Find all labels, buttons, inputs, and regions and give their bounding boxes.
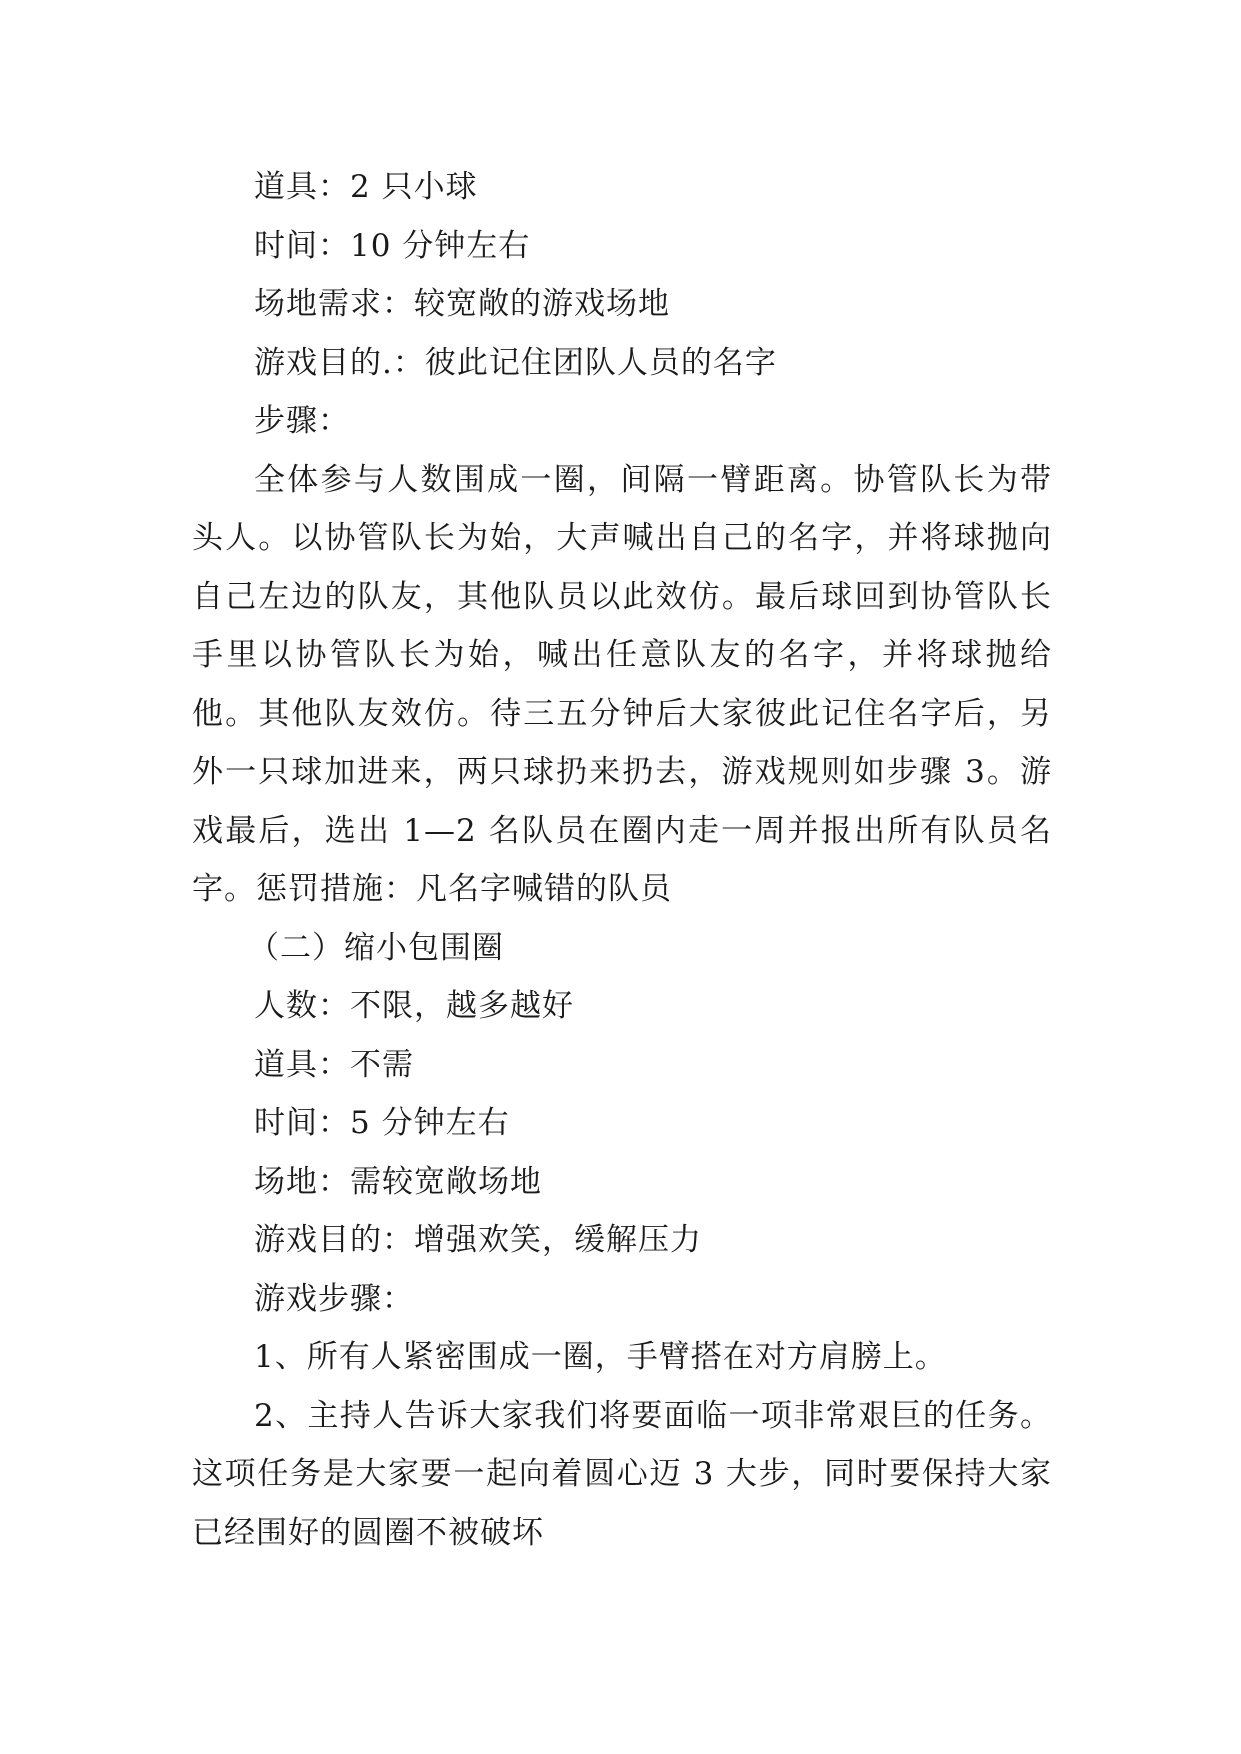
time-line-2: 时间：5 分钟左右 xyxy=(254,1105,510,1141)
time-line: 时间：10 分钟左右 xyxy=(254,227,531,264)
goal-line-2: 游戏目的：增强欢笑，缓解压力 xyxy=(254,1222,702,1258)
venue-line-2: 场地：需较宽敞场地 xyxy=(254,1163,542,1200)
section-title: （二）缩小包围圈 xyxy=(248,929,504,966)
step-1: 1、所有人紧密围成一圈，手臂搭在对方肩膀上。 xyxy=(254,1339,947,1375)
props-line: 道具：2 只小球 xyxy=(254,169,478,205)
game-steps-heading: 游戏步骤： xyxy=(254,1280,414,1317)
people-line: 人数：不限，越多越好 xyxy=(254,988,574,1024)
step-2-paragraph: 2、主持人告诉大家我们将要面临一项非常艰巨的任务。这项任务是大家要一起向着圆心迈 3 大步，同时要保持大家已经围好的圆圈不被破坏 xyxy=(192,1397,1052,1551)
venue-line: 场地需求：较宽敞的游戏场地 xyxy=(254,286,670,322)
props-line-2: 道具：不需 xyxy=(254,1046,414,1083)
steps-paragraph: 全体参与人数围成一圈，间隔一臂距离。协管队长为带头人。以协管队长为始，大声喊出自己的名字，并将球抛向自己左边的队友，其他队员以此效仿。最后球回到协管队长手里以协管队长为始，喊出任意队友的名字，并将球抛给他。其他队友效仿。待三五分钟后大家彼此记住名字后，另外一只球加进来，两只球扔来扔去，游戏规则如步骤 3。游戏最后，选出 1—2 名队员在圈内走一周并报出所有队员名字。惩罚措施：凡名字喊错的队员 xyxy=(192,461,1052,907)
document-body xyxy=(192,158,1052,1562)
steps-heading: 步骤： xyxy=(254,403,350,439)
goal-line: 游戏目的.：彼此记住团队人员的名字 xyxy=(254,344,777,381)
